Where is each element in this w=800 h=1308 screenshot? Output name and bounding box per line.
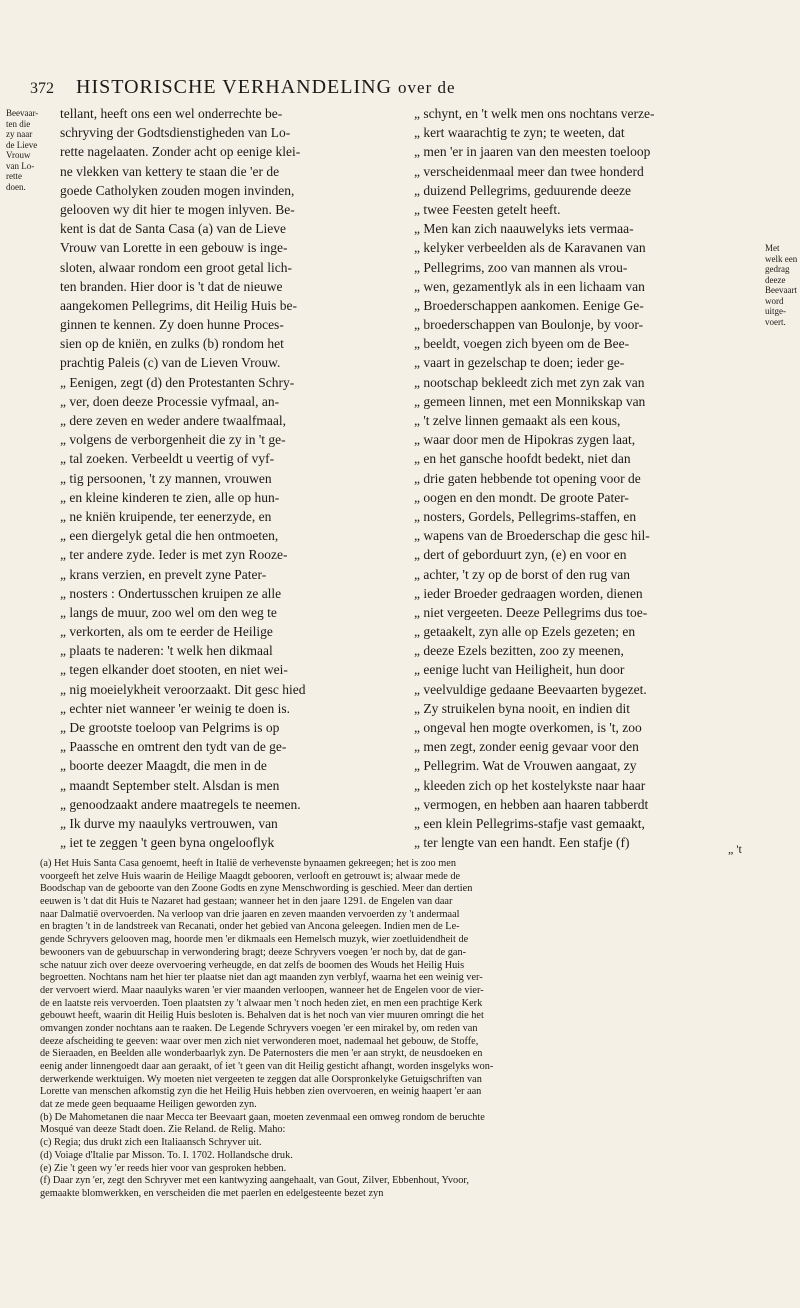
text-line: „ en kleine kinderen te zien, alle op hun-: [60, 489, 280, 505]
text-line: „ ieder Broeder gedraagen worden, dienen: [414, 585, 643, 601]
text-line: goede Catholyken zouden mogen invinden,: [60, 182, 295, 198]
text-line: „ getaakelt, zyn alle op Ezels gezeten; en: [414, 624, 636, 640]
text-line: „ men 'er in jaaren van den meesten toeloop: [414, 144, 651, 160]
text-line: „ een klein Pellegrims-stafje vast gemaakt,: [414, 815, 645, 831]
margin-note-line: deeze: [765, 274, 786, 285]
text-line: kent is dat de Santa Casa (a) van de Lieve: [60, 221, 287, 237]
text-line: „ genoodzaakt andere maatregels te neemen.: [60, 796, 301, 812]
text-line: „ een diergelyk getal die hen ontmoeten,: [60, 528, 279, 544]
margin-note-line: doen.: [6, 181, 26, 192]
text-line: „ echter niet wanneer 'er weinig te doen is.: [60, 700, 290, 716]
footnote-line: derwerkende werktuigen. Wy moeten niet vergeeten te zeggen dat alle Oorspronkelyke Getuigschriften van: [40, 1073, 482, 1085]
text-line: „ vaart in gezelschap te doen; ieder ge-: [414, 355, 625, 371]
text-line: „ tig persoonen, 't zy mannen, vrouwen: [60, 470, 272, 486]
text-line: „ wapens van de Broederschap die gesc hil-: [414, 528, 650, 544]
text-line: „ boorte deezer Maagdt, die men in de: [60, 758, 267, 774]
text-line: gelooven wy dit hier te mogen inlyven. Be-: [60, 201, 295, 217]
margin-note-line: ten die: [6, 118, 31, 129]
text-line: „ maandt September stelt. Alsdan is men: [60, 777, 280, 793]
margin-note-line: word: [765, 295, 784, 306]
left-margin-note: [6, 108, 38, 192]
footnote-line: deeze afscheiding te geeven: waar over men zich niet verwonderen moet, nademaal het gebouw, de Stoffe,: [40, 1035, 479, 1047]
footnotes: [40, 858, 770, 1201]
footnote-line: voorgeeft het zelve Huis waarin de Heilige Maagdt gebooren, verlooft en getrouwt is; alwaar mede de: [40, 870, 461, 882]
text-line: „ dere zeven en weder andere twaalfmaal,: [60, 413, 286, 428]
text-line: „ veelvuldige gedaane Beevaarten bygezet.: [414, 681, 647, 697]
text-line: ne vlekken van kettery te staan die 'er de: [60, 163, 280, 179]
footnote-line: sche natuur zich over deeze overvoering verheugde, en dat zelfs de boomen des Wouds het Heilig Huis: [40, 959, 465, 971]
text-line: „ Men kan zich naauwelyks iets vermaa-: [414, 221, 634, 237]
text-line: „ oogen en den mondt. De groote Pater-: [414, 489, 629, 505]
text-line: „ en het gansche hoofdt bedekt, niet dan: [414, 451, 631, 467]
text-line: „ twee Feesten getelt heeft.: [414, 201, 561, 217]
text-line: „ nootschap bekleedt zich met zyn zak van: [414, 374, 645, 390]
footnote-line: en bragten 't in de landstreek van Recanati, onder het gebied van Ancona geleegen. Indien men de Le-: [40, 921, 460, 933]
running-title: [76, 76, 456, 99]
margin-note-line: rette: [6, 171, 22, 181]
right-column: [414, 104, 762, 852]
text-line: „ schynt, en 't welk men ons nochtans verze-: [414, 106, 655, 121]
margin-note-line: zy naar: [6, 129, 33, 139]
text-line: schryving der Godtsdienstigheden van Lo-: [60, 125, 291, 141]
text-line: „ 't zelve linnen gemaakt als een kous,: [414, 413, 621, 428]
text-line: „ duizend Pellegrims, geduurende deeze: [414, 182, 632, 198]
text-line: „ Ik durve my naaulyks vertrouwen, van: [60, 815, 278, 831]
footnote-line: eenig ander linnengoedt daar aan geraakt, of iet 't geen van dit Heilig gesticht afhangt, worden insgelyks won-: [40, 1061, 494, 1072]
text-line: „ niet vergeeten. Deeze Pellegrims dus toe-: [414, 604, 648, 620]
text-line: aangekomen Pellegrims, dit Heilig Huis be-: [60, 297, 297, 313]
footnote-line: (a) Het Huis Santa Casa genoemt, heeft in Italië de verhevenste bynaamen gekreegen; het is zoo men: [40, 858, 457, 869]
margin-note-line: Met: [765, 243, 780, 253]
footnote-line: Boodschap van de geboorte van den Zoone Godts en zyne Menschwording is geschied. Meer dan dertien: [40, 883, 473, 895]
text-line: „ ver, doen deeze Processie vyfmaal, an-: [60, 393, 280, 409]
text-line: „ kelyker verbeelden als de Karavanen van: [414, 240, 646, 256]
left-column: [60, 104, 415, 852]
margin-note-line: voert.: [765, 316, 786, 327]
text-line: „ kleeden zich op het kostelykste naar haar: [414, 777, 646, 793]
page-number: 372: [30, 80, 54, 97]
text-line: „ verscheidenmaal meer dan twee honderd: [414, 163, 644, 179]
running-title-main: HISTORISCHE VERHANDELING: [76, 76, 393, 98]
text-line: rette nagelaaten. Zonder acht op eenige klei-: [60, 144, 301, 160]
text-line: „ Zy struikelen byna nooit, en indien dit: [414, 700, 630, 716]
text-line: „ ter andere zyde. Ieder is met zyn Rooze-: [60, 547, 288, 563]
footnote-line: begroetten. Nochtans nam het hier ter plaatse niet dan agt maanden zyn verblyf, waarna het een weinig ver-: [40, 972, 483, 984]
text-line: ten branden. Hier door is 't dat de nieuwe: [60, 278, 283, 294]
footnote-line: (c) Regia; dus drukt zich een Italiaansch Schryver uit.: [40, 1137, 262, 1149]
footnote-line: de Sieraaden, en Beelden alle wonderbaarlyk zyn. De Paternosters die men 'er aan strykt, de neusdoeken en: [40, 1048, 483, 1060]
text-line: „ wen, gezamentlyk als in een lichaam van: [414, 278, 645, 294]
text-line: „ Pellegrim. Wat de Vrouwen aangaat, zy: [414, 758, 637, 774]
footnote-line: (d) Voiage d'Italie par Misson. To. I. 1702. Hollandsche druk.: [40, 1149, 293, 1161]
margin-note-line: Vrouw: [6, 150, 31, 160]
text-line: „ kert waarachtig te zyn; te weeten, dat: [414, 125, 625, 141]
margin-note-line: welk een: [765, 253, 798, 264]
text-line: Vrouw van Lorette in een gebouw is inge-: [60, 240, 288, 256]
footnote-line: bewooners van de gebuurschap in verwondering bragt; deeze Schryvers voegen 'er noch by, dat de gan-: [40, 946, 467, 958]
margin-note-line: Beevaart: [765, 285, 797, 295]
text-line: „ De grootste toeloop van Pelgrims is op: [60, 720, 280, 735]
running-header: [30, 76, 790, 102]
text-line: „ langs de muur, zoo wel om den weg te: [60, 604, 277, 620]
text-line: „ krans verzien, en prevelt zyne Pater-: [60, 566, 267, 582]
running-title-small: over de: [398, 78, 456, 97]
text-line: „ ter lengte van een handt. Een stafje (f): [414, 835, 630, 851]
text-line: „ nig moeielykheit veroorzaakt. Dit gesc hied: [60, 681, 306, 697]
text-line: „ dert of geborduurt zyn, (e) en voor en: [414, 547, 627, 563]
footnote-line: gebouwt heeft, waarin dit Heilig Huis besloten is. Behalven dat is het noch van vier muuren omringt die het: [40, 1010, 484, 1022]
text-line: tellant, heeft ons een wel onderrechte be-: [60, 106, 283, 121]
right-margin-note: [765, 243, 797, 327]
footnote-line: gende Schryvers gelooven mag, hoorde men 'er dikmaals een Hemelsch muzyk, wier zoetluidendheit de: [40, 934, 469, 946]
text-line: „ Paassche en omtrent den tydt van de ge-: [60, 739, 287, 755]
text-line: „ gemeen linnen, met een Monnikskap van: [414, 393, 646, 409]
text-line: „ ongeval hen mogte overkomen, is 't, zoo: [414, 720, 642, 735]
text-line: „ ne kniën kruipende, ter eenerzyde, en: [60, 508, 272, 524]
footnote-line: Lorette van menschen afkomstig zyn die het Heilig Huis hebben zien overvoeren, en weinig haapert 'er aan: [40, 1086, 482, 1098]
footnote-line: Mosqué van deeze Stadt doen. Zie Reland. de Relig. Maho:: [40, 1124, 286, 1136]
text-line: „ achter, 't zy op de borst of den rug van: [414, 566, 630, 582]
margin-note-line: van Lo-: [6, 160, 35, 171]
text-line: „ Eenigen, zegt (d) den Protestanten Schry-: [60, 374, 295, 390]
footnote-line: (e) Zie 't geen wy 'er reeds hier voor van gesproken hebben.: [40, 1162, 287, 1174]
footnote-line: (f) Daar zyn 'er, zegt den Schryver met een kantwyzing aangehaalt, van Gout, Zilver, Ebbenhout, Yvoor,: [40, 1175, 469, 1187]
margin-note-line: de Lieve: [6, 139, 38, 150]
text-line: „ nosters, Gordels, Pellegrims-staffen, en: [414, 508, 637, 524]
text-line: ginnen te kennen. Zy doen hunne Proces-: [60, 317, 284, 333]
margin-note-line: gedrag: [765, 264, 790, 274]
footnote-line: de en laatste reis vervoerden. Toen plaatsten zy 't alwaar men 't noch heden ziet, en men een prachtige Kerk: [40, 997, 483, 1009]
text-line: „ iet te zeggen 't geen byna ongelooflyk: [60, 835, 275, 851]
text-line: „ broederschappen van Boulonje, by voor-: [414, 317, 644, 333]
text-line: „ drie gaten hebbende tot opening voor de: [414, 470, 641, 486]
footnote-line: der vervoert wierd. Maar naaulyks waren 'er vier maanden verloopen, wanneer het de Engelen voor de vier-: [40, 984, 484, 996]
margin-note-line: Beevaar-: [6, 108, 39, 118]
text-line: prachtig Paleis (c) van de Lieven Vrouw.: [60, 355, 281, 371]
text-line: „ Pellegrims, zoo van mannen als vrou-: [414, 259, 628, 275]
footnote-line: naar Dalmatië overvoerden. Na verloop van drie jaaren en zeven maanden vervoerden zy 't andermaal: [40, 908, 460, 920]
footnote-line: gemaakte blomwerkken, en verscheiden die met paerlen en edelgesteente bezet zyn: [40, 1187, 384, 1199]
text-line: „ volgens de verborgenheit die zy in 't ge-: [60, 432, 286, 448]
footnote-line: (b) De Mahometanen die naar Mecca ter Beevaart gaan, moeten zevenmaal een omweg rondom de beruchte: [40, 1111, 485, 1123]
text-line: „ men zegt, zonder eenig gevaar voor den: [414, 739, 639, 755]
text-line: „ beeldt, voegen zich byeen om de Bee-: [414, 336, 630, 352]
text-line: „ verkorten, als om te eerder de Heilige: [60, 624, 273, 640]
text-line: „ vermogen, en hebben aan haaren tabberdt: [414, 796, 649, 812]
text-line: „ deeze Ezels bezitten, zoo zy meenen,: [414, 643, 624, 659]
text-line: „ tegen elkander doet stooten, en niet wei-: [60, 662, 288, 678]
margin-note-line: uitge-: [765, 306, 786, 316]
text-line: „ plaats te naderen: 't welk hen dikmaal: [60, 643, 273, 659]
text-line: „ eenige lucht van Heiligheit, hun door: [414, 662, 625, 678]
text-line: sien op de kniën, en zulks (b) rondom het: [60, 336, 284, 352]
catchword: „ 't: [728, 842, 742, 856]
text-line: „ nosters : Ondertusschen kruipen ze alle: [60, 585, 282, 601]
text-line: „ tal zoeken. Verbeeldt u veertig of vyf-: [60, 451, 275, 467]
text-line: „ waar door men de Hipokras zygen laat,: [414, 432, 636, 448]
text-line: „ Broederschappen aankomen. Eenige Ge-: [414, 297, 644, 313]
footnote-line: dat ze mede geen bequaame Heiligen geworden zyn.: [40, 1099, 257, 1111]
text-line: sloten, alwaar rondom een groot getal lich-: [60, 259, 293, 275]
footnote-line: eeuwen is 't dat dit Huis te Nazaret had gestaan; wanneer het in den jaare 1291. de Engelen van daar: [40, 896, 453, 908]
footnote-line: omvangen zonder nochtans aan te raaken. De Legende Schryvers voegen 'er een mirakel by, om reden van: [40, 1022, 478, 1034]
